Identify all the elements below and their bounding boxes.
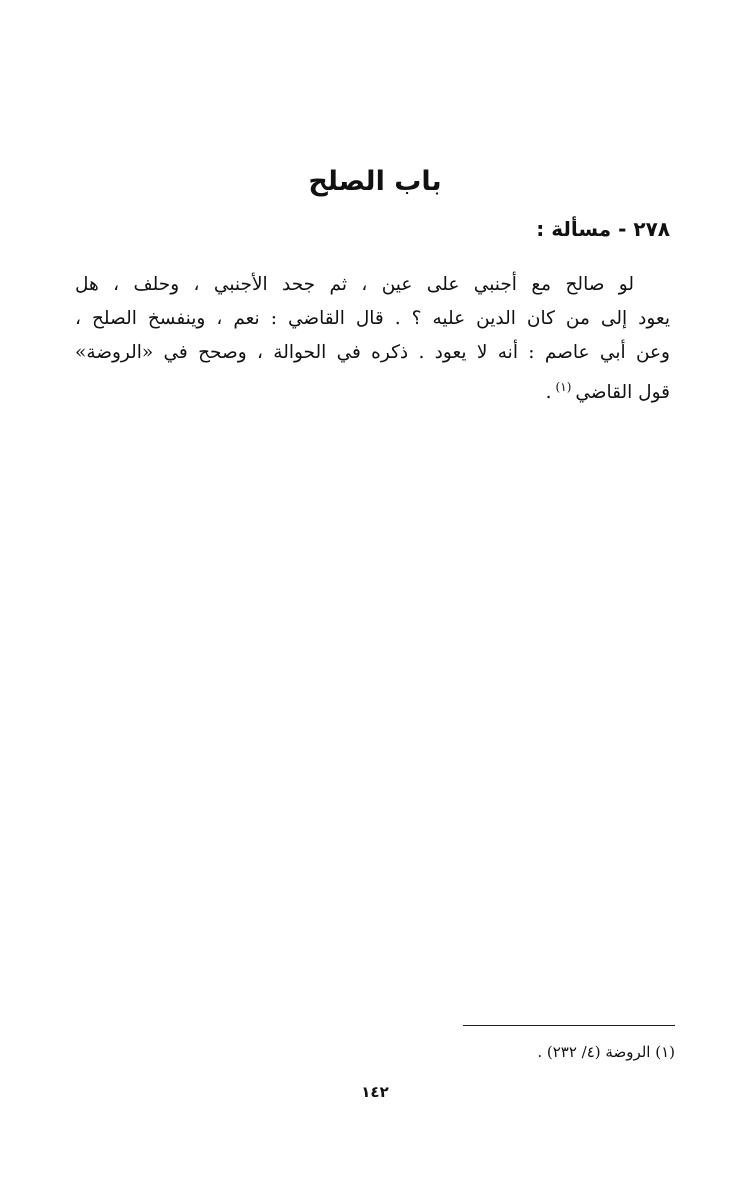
footnote-separator — [463, 1025, 675, 1026]
footnote-reference: (١) — [555, 380, 572, 394]
chapter-title: باب الصلح — [308, 166, 442, 197]
body-paragraph — [75, 268, 670, 410]
body-line: يعود إلى من كان الدين عليه ؟ . قال القاضي : نعم ، وينفسخ الصلح ، — [75, 308, 670, 329]
body-line-last — [75, 370, 670, 410]
sentence-end: . — [545, 382, 552, 404]
body-line: وعن أبي عاصم : أنه لا يعود . ذكره في الحوالة ، وصحح في «الروضة» — [75, 342, 670, 363]
body-line-text: قول القاضي — [575, 382, 670, 404]
issue-heading: ٢٧٨ - مسألة : — [536, 217, 670, 241]
page-number: ١٤٢ — [361, 1083, 389, 1101]
footnote: (١) الروضة (٤/ ٢٣٢) . — [537, 1043, 675, 1061]
body-line: لو صالح مع أجنبي على عين ، ثم جحد الأجنبي ، وحلف ، هل — [75, 274, 634, 295]
